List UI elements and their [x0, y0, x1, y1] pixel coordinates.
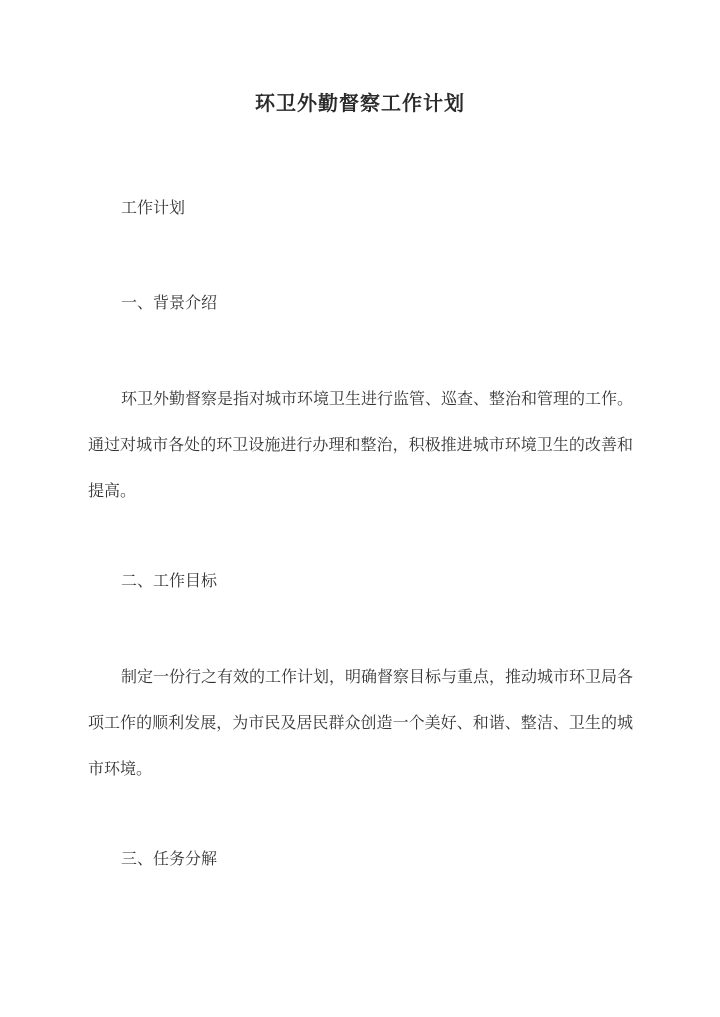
section-body-goals: 制定一份行之有效的工作计划，明确督察目标与重点，推动城市环卫局各项工作的顺利发展，为市民及居民群众创造一个美好、和谐、整洁、卫生的城市环境。: [88, 667, 634, 778]
section-heading-background: 一、背景介绍: [121, 293, 218, 312]
document-subtitle: 工作计划: [121, 198, 186, 217]
section-heading-goals: 二、工作目标: [121, 571, 218, 590]
section-body-background: 环卫外勤督察是指对城市环境卫生进行监管、巡查、整治和管理的工作。通过对城市各处的环卫设施进行办理和整治，积极推进城市环境卫生的改善和提高。: [88, 389, 634, 500]
document-title: 环卫外勤督察工作计划: [255, 91, 465, 115]
section-heading-tasks: 三、任务分解: [121, 849, 218, 868]
